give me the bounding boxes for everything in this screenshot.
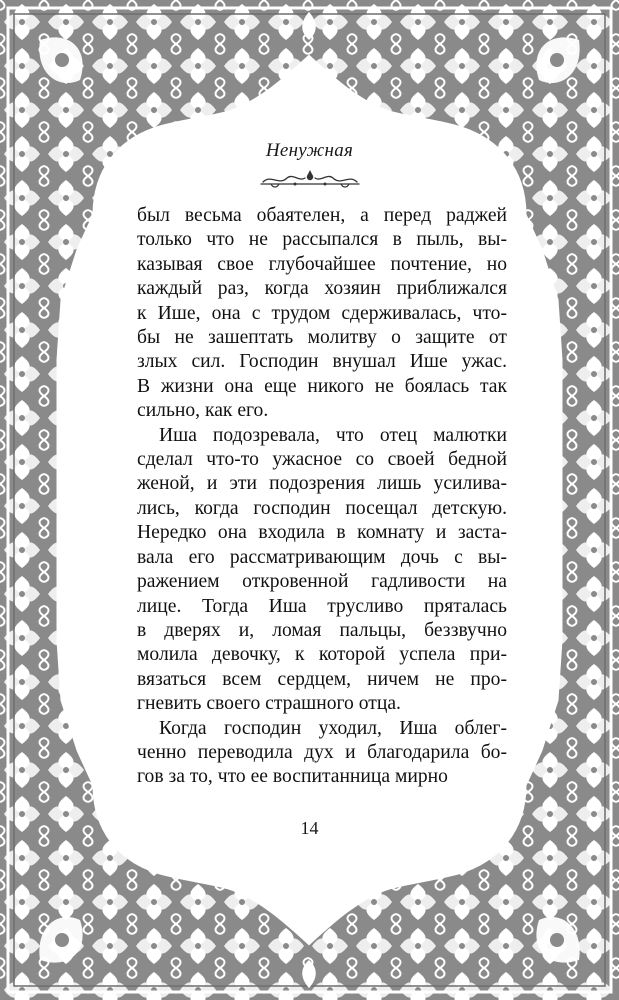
text-line: молила девочку, к которой успела при-: [137, 644, 507, 666]
header-flourish-icon: [259, 168, 361, 190]
text-line: ражением откровенной гадливости на: [137, 571, 507, 593]
paragraph: [137, 717, 507, 790]
page-number: 14: [300, 818, 319, 838]
text-line: сильно, как его.: [137, 400, 269, 422]
text-line: в дверях и, ломая пальцы, беззвучно: [137, 619, 507, 641]
text-line: к Ише, она с трудом сдерживалась, что-: [137, 302, 507, 324]
text-line: Когда господин уходил, Иша облег-: [159, 717, 507, 739]
text-line: Нередко она входила в комнату и заста-: [137, 522, 507, 544]
paragraph: [137, 204, 507, 424]
text-line: бы не зашептать молитву о защите от: [137, 327, 507, 349]
text-line: злых сил. Господин внушал Ише ужас.: [137, 351, 507, 373]
text-line: только что не рассыпался в пыль, вы-: [137, 229, 507, 251]
body-text: [137, 204, 507, 790]
text-line: В жизни она еще никого не боялась так: [137, 375, 507, 397]
text-line: лице. Тогда Иша трусливо пряталась: [137, 595, 507, 617]
text-line: каждый раз, когда хозяин приближался: [137, 278, 507, 300]
text-line: гневить своего страшного отца.: [137, 693, 401, 715]
text-line: ченно переводила дух и благодарила бо-: [137, 741, 507, 763]
text-line: гов за то, что ее воспитанница мирно: [137, 766, 448, 788]
text-line: Иша подозревала, что отец малютки: [159, 424, 507, 446]
text-line: сделал что-то ужасное со своей бедной: [137, 449, 507, 471]
text-line: женой, и эти подозрения лишь усилива-: [137, 473, 507, 495]
text-line: вязаться всем сердцем, ничем не про-: [137, 668, 507, 690]
text-line: был весьма обаятелен, а перед раджей: [137, 205, 507, 226]
paragraph: [137, 424, 507, 717]
running-header: Ненужная: [265, 140, 354, 161]
text-line: вала его рассматривающим дочь с вы-: [137, 546, 507, 568]
text-line: лись, когда господин посещал детскую.: [137, 497, 507, 519]
text-line: казывая свое глубочайшее почтение, но: [137, 253, 507, 275]
